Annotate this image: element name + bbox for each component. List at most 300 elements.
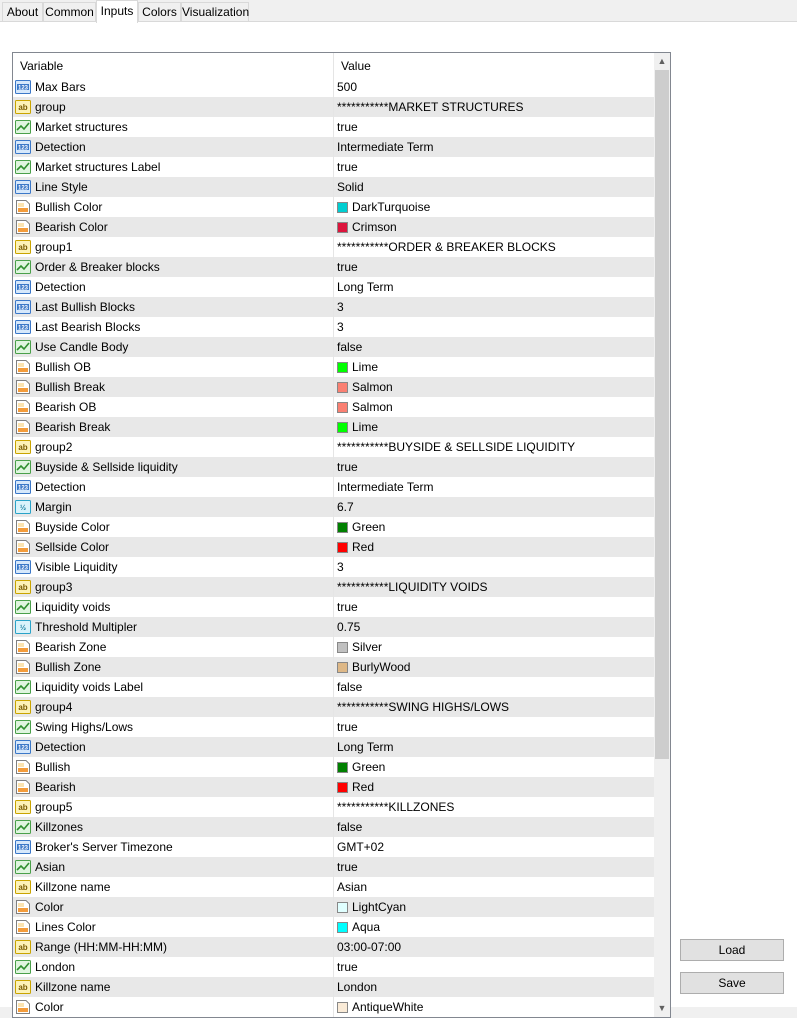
cell-divider <box>333 997 334 1017</box>
variable-value[interactable] <box>337 677 362 697</box>
table-row[interactable] <box>13 517 654 537</box>
variable-value[interactable] <box>337 717 358 737</box>
value-text: Red <box>352 780 375 794</box>
cell-divider <box>333 937 334 957</box>
variable-name: London <box>35 960 76 974</box>
table-row[interactable] <box>13 577 654 597</box>
cell-divider <box>333 757 334 777</box>
cell-divider <box>333 177 334 197</box>
variable-value[interactable] <box>337 937 401 957</box>
color-swatch <box>337 1002 348 1013</box>
integer-type-icon <box>15 299 31 315</box>
table-row[interactable] <box>13 757 654 777</box>
variable-value[interactable] <box>337 697 509 717</box>
table-row[interactable] <box>13 77 654 97</box>
value-text: ***********KILLZONES <box>337 800 455 814</box>
variable-value[interactable] <box>337 457 358 477</box>
color-swatch <box>337 662 348 673</box>
variable-value[interactable] <box>337 497 354 517</box>
color-swatch <box>337 422 348 433</box>
cell-divider <box>333 517 334 537</box>
cell-divider <box>333 337 334 357</box>
variable-name: group2 <box>35 440 73 454</box>
variable-name: Order & Breaker blocks <box>35 260 160 274</box>
table-row[interactable] <box>13 437 654 457</box>
color-swatch <box>337 902 348 913</box>
variable-value[interactable] <box>337 777 374 797</box>
table-row[interactable] <box>13 977 654 997</box>
variable-name: Bearish Break <box>35 420 111 434</box>
tab-colors[interactable]: Colors <box>138 2 181 21</box>
boolean-type-icon <box>15 859 31 875</box>
save-button[interactable]: Save <box>680 972 784 994</box>
table-row[interactable] <box>13 777 654 797</box>
value-text: 6.7 <box>337 500 354 514</box>
variable-value[interactable] <box>337 157 358 177</box>
variable-name: group1 <box>35 240 73 254</box>
integer-type-icon <box>15 479 31 495</box>
value-text: true <box>337 460 358 474</box>
table-row[interactable] <box>13 377 654 397</box>
variable-value[interactable] <box>337 337 362 357</box>
variable-name: Bearish OB <box>35 400 97 414</box>
variable-name: Swing Highs/Lows <box>35 720 134 734</box>
svg-text:ab: ab <box>18 883 28 892</box>
color-type-icon <box>15 659 31 675</box>
value-text: false <box>337 820 363 834</box>
svg-text:ab: ab <box>18 803 28 812</box>
table-row[interactable] <box>13 837 654 857</box>
variable-value[interactable] <box>337 977 377 997</box>
value-text: true <box>337 720 358 734</box>
value-text: DarkTurquoise <box>352 200 431 214</box>
cell-divider <box>333 857 334 877</box>
value-text: 3 <box>337 560 344 574</box>
inputs-grid <box>12 52 671 1018</box>
table-row[interactable] <box>13 257 654 277</box>
variable-name: Bearish Zone <box>35 640 107 654</box>
variable-value[interactable] <box>337 397 393 417</box>
cell-divider <box>333 657 334 677</box>
variable-value[interactable] <box>337 177 364 197</box>
variable-name: Last Bearish Blocks <box>35 320 141 334</box>
cell-divider <box>333 257 334 277</box>
color-type-icon <box>15 779 31 795</box>
table-row[interactable] <box>13 817 654 837</box>
value-text: Salmon <box>352 380 393 394</box>
table-row[interactable] <box>13 877 654 897</box>
integer-type-icon <box>15 839 31 855</box>
svg-text:ab: ab <box>18 983 28 992</box>
variable-value[interactable] <box>337 197 430 217</box>
color-type-icon <box>15 639 31 655</box>
variable-value[interactable] <box>337 537 374 557</box>
boolean-type-icon <box>15 119 31 135</box>
variable-name: group3 <box>35 580 73 594</box>
variable-value[interactable] <box>337 117 358 137</box>
variable-name: Line Style <box>35 180 88 194</box>
value-text: false <box>337 680 363 694</box>
string-type-icon <box>15 699 31 715</box>
cell-divider <box>333 297 334 317</box>
inputs-panel <box>0 22 797 1014</box>
string-type-icon <box>15 239 31 255</box>
color-type-icon <box>15 539 31 555</box>
color-swatch <box>337 542 348 553</box>
table-row[interactable] <box>13 317 654 337</box>
string-type-icon <box>15 939 31 955</box>
variable-name: Last Bullish Blocks <box>35 300 136 314</box>
boolean-type-icon <box>15 599 31 615</box>
table-row[interactable] <box>13 717 654 737</box>
table-row[interactable] <box>13 137 654 157</box>
variable-name: group <box>35 100 66 114</box>
variable-name: Market structures <box>35 120 128 134</box>
variable-name: Detection <box>35 140 86 154</box>
svg-text:ab: ab <box>18 443 28 452</box>
value-text: 3 <box>337 300 344 314</box>
variable-value[interactable] <box>337 377 393 397</box>
variable-name: Max Bars <box>35 80 86 94</box>
variable-value[interactable] <box>337 957 358 977</box>
variable-value[interactable] <box>337 77 357 97</box>
variable-value[interactable] <box>337 297 344 317</box>
value-text: 500 <box>337 80 358 94</box>
table-row[interactable] <box>13 497 654 517</box>
variable-value[interactable] <box>337 597 358 617</box>
color-swatch <box>337 402 348 413</box>
value-text: BurlyWood <box>352 660 411 674</box>
value-text: Aqua <box>352 920 381 934</box>
cell-divider <box>333 577 334 597</box>
value-text: 0.75 <box>337 620 361 634</box>
integer-type-icon <box>15 559 31 575</box>
value-text: ***********BUYSIDE & SELLSIDE LIQUIDITY <box>337 440 576 454</box>
variable-value[interactable] <box>337 517 385 537</box>
variable-name: Buyside & Sellside liquidity <box>35 460 178 474</box>
variable-name: Bearish Color <box>35 220 108 234</box>
variable-name: Bullish Zone <box>35 660 102 674</box>
value-text: true <box>337 260 358 274</box>
cell-divider <box>333 357 334 377</box>
svg-text:ab: ab <box>18 243 28 252</box>
boolean-type-icon <box>15 959 31 975</box>
value-text: Long Term <box>337 740 394 754</box>
table-row[interactable] <box>13 897 654 917</box>
variable-value[interactable] <box>337 437 575 457</box>
variable-name: Bullish Color <box>35 200 103 214</box>
table-row[interactable] <box>13 797 654 817</box>
cell-divider <box>333 457 334 477</box>
table-row[interactable] <box>13 637 654 657</box>
variable-value[interactable] <box>337 637 382 657</box>
scroll-up-arrow-icon[interactable]: ▲ <box>657 56 667 66</box>
variable-value[interactable] <box>337 817 362 837</box>
color-swatch <box>337 222 348 233</box>
value-text: Green <box>352 760 386 774</box>
svg-text:123: 123 <box>17 85 29 92</box>
table-row[interactable] <box>13 537 654 557</box>
variable-column-header[interactable]: Variable <box>20 59 64 73</box>
table-row[interactable] <box>13 277 654 297</box>
tab-visualization[interactable]: Visualization <box>181 2 249 21</box>
variable-name: Range (HH:MM-HH:MM) <box>35 940 167 954</box>
boolean-type-icon <box>15 259 31 275</box>
cell-divider <box>333 537 334 557</box>
color-type-icon <box>15 899 31 915</box>
table-row[interactable] <box>13 937 654 957</box>
table-row[interactable] <box>13 157 654 177</box>
variable-name: Sellside Color <box>35 540 110 554</box>
svg-text:½: ½ <box>19 623 27 632</box>
variable-name: Color <box>35 1000 64 1014</box>
variable-value[interactable] <box>337 217 397 237</box>
svg-text:ab: ab <box>18 583 28 592</box>
integer-type-icon <box>15 79 31 95</box>
table-row[interactable] <box>13 457 654 477</box>
cell-divider <box>333 237 334 257</box>
color-type-icon <box>15 219 31 235</box>
cell-divider <box>333 837 334 857</box>
variable-value[interactable] <box>337 277 393 297</box>
value-text: Asian <box>337 880 368 894</box>
table-row[interactable] <box>13 117 654 137</box>
grid-rows <box>13 77 654 1017</box>
cell-divider <box>333 877 334 897</box>
svg-text:ab: ab <box>18 703 28 712</box>
variable-name: Bearish <box>35 780 76 794</box>
variable-name: Killzone name <box>35 980 111 994</box>
cell-divider <box>333 417 334 437</box>
value-text: Green <box>352 520 386 534</box>
variable-value[interactable] <box>337 97 524 117</box>
table-row[interactable] <box>13 657 654 677</box>
table-row[interactable] <box>13 297 654 317</box>
svg-text:123: 123 <box>17 845 29 852</box>
value-text: AntiqueWhite <box>352 1000 424 1014</box>
value-text: true <box>337 160 358 174</box>
variable-value[interactable] <box>337 577 488 597</box>
string-type-icon <box>15 579 31 595</box>
table-row[interactable] <box>13 617 654 637</box>
table-row[interactable] <box>13 337 654 357</box>
variable-name: Bullish Break <box>35 380 106 394</box>
double-type-icon <box>15 619 31 635</box>
variable-value[interactable] <box>337 357 378 377</box>
color-type-icon <box>15 359 31 375</box>
svg-text:ab: ab <box>18 943 28 952</box>
value-text: ***********LIQUIDITY VOIDS <box>337 580 488 594</box>
variable-value[interactable] <box>337 557 344 577</box>
table-row[interactable] <box>13 197 654 217</box>
variable-value[interactable] <box>337 857 358 877</box>
cell-divider <box>333 117 334 137</box>
boolean-type-icon <box>15 459 31 475</box>
variable-value[interactable] <box>337 757 385 777</box>
table-row[interactable] <box>13 557 654 577</box>
cell-divider <box>333 197 334 217</box>
integer-type-icon <box>15 279 31 295</box>
table-row[interactable] <box>13 217 654 237</box>
svg-text:123: 123 <box>17 325 29 332</box>
string-type-icon <box>15 439 31 455</box>
scroll-down-arrow-icon[interactable]: ▼ <box>657 1003 667 1013</box>
svg-text:123: 123 <box>17 185 29 192</box>
boolean-type-icon <box>15 679 31 695</box>
table-row[interactable] <box>13 957 654 977</box>
variable-name: Market structures Label <box>35 160 161 174</box>
table-row[interactable] <box>13 737 654 757</box>
integer-type-icon <box>15 319 31 335</box>
tab-inputs[interactable]: Inputs <box>96 0 138 23</box>
cell-divider <box>333 957 334 977</box>
svg-text:123: 123 <box>17 145 29 152</box>
variable-name: Use Candle Body <box>35 340 129 354</box>
value-text: Long Term <box>337 280 394 294</box>
color-type-icon <box>15 419 31 435</box>
variable-value[interactable] <box>337 317 344 337</box>
value-text: Salmon <box>352 400 393 414</box>
variable-value[interactable] <box>337 997 423 1017</box>
cell-divider <box>333 817 334 837</box>
table-row[interactable] <box>13 97 654 117</box>
integer-type-icon <box>15 739 31 755</box>
cell-divider <box>333 697 334 717</box>
boolean-type-icon <box>15 339 31 355</box>
variable-value[interactable] <box>337 797 454 817</box>
color-type-icon <box>15 199 31 215</box>
svg-text:123: 123 <box>17 305 29 312</box>
svg-text:½: ½ <box>19 503 27 512</box>
grid-header <box>13 53 654 77</box>
value-text: Solid <box>337 180 364 194</box>
variable-value[interactable] <box>337 137 434 157</box>
table-row[interactable] <box>13 857 654 877</box>
cell-divider <box>333 617 334 637</box>
variable-name: Broker's Server Timezone <box>35 840 173 854</box>
tab-about[interactable]: About <box>2 2 43 21</box>
color-type-icon <box>15 399 31 415</box>
cell-divider <box>333 437 334 457</box>
double-type-icon <box>15 499 31 515</box>
variable-name: Liquidity voids Label <box>35 680 144 694</box>
vertical-scrollbar[interactable] <box>654 53 670 1017</box>
variable-value[interactable] <box>337 897 406 917</box>
color-type-icon <box>15 759 31 775</box>
string-type-icon <box>15 99 31 115</box>
cell-divider <box>333 137 334 157</box>
table-row[interactable] <box>13 477 654 497</box>
variable-value[interactable] <box>337 417 378 437</box>
svg-text:123: 123 <box>17 285 29 292</box>
cell-divider <box>333 77 334 97</box>
value-text: true <box>337 960 358 974</box>
variable-name: Liquidity voids <box>35 600 111 614</box>
value-text: false <box>337 340 363 354</box>
table-row[interactable] <box>13 357 654 377</box>
table-row[interactable] <box>13 397 654 417</box>
cell-divider <box>333 737 334 757</box>
table-row[interactable] <box>13 997 654 1017</box>
variable-name: Bullish OB <box>35 360 92 374</box>
color-type-icon <box>15 919 31 935</box>
variable-value[interactable] <box>337 237 556 257</box>
color-swatch <box>337 642 348 653</box>
table-row[interactable] <box>13 677 654 697</box>
variable-value[interactable] <box>337 257 358 277</box>
cell-divider <box>333 717 334 737</box>
value-text: Lime <box>352 420 379 434</box>
cell-divider <box>333 637 334 657</box>
table-row[interactable] <box>13 417 654 437</box>
variable-value[interactable] <box>337 917 380 937</box>
svg-text:ab: ab <box>18 103 28 112</box>
value-column-header[interactable]: Value <box>341 59 371 73</box>
variable-name: Margin <box>35 500 72 514</box>
color-swatch <box>337 382 348 393</box>
variable-value[interactable] <box>337 477 434 497</box>
color-swatch <box>337 522 348 533</box>
cell-divider <box>333 317 334 337</box>
value-text: Red <box>352 540 375 554</box>
variable-value[interactable] <box>337 657 410 677</box>
value-text: 03:00-07:00 <box>337 940 402 954</box>
value-text: ***********ORDER & BREAKER BLOCKS <box>337 240 556 254</box>
color-swatch <box>337 362 348 373</box>
svg-text:123: 123 <box>17 485 29 492</box>
color-swatch <box>337 762 348 773</box>
color-type-icon <box>15 519 31 535</box>
variable-value[interactable] <box>337 877 367 897</box>
value-text: 3 <box>337 320 344 334</box>
table-row[interactable] <box>13 237 654 257</box>
integer-type-icon <box>15 179 31 195</box>
value-text: GMT+02 <box>337 840 385 854</box>
cell-divider <box>333 557 334 577</box>
cell-divider <box>333 277 334 297</box>
variable-name: Detection <box>35 740 86 754</box>
cell-divider <box>333 777 334 797</box>
scrollbar-thumb[interactable] <box>655 70 669 759</box>
variable-name: Detection <box>35 480 86 494</box>
variable-name: Killzone name <box>35 880 111 894</box>
variable-name: Color <box>35 900 64 914</box>
variable-value[interactable] <box>337 617 360 637</box>
value-text: Intermediate Term <box>337 480 434 494</box>
variable-name: Asian <box>35 860 66 874</box>
cell-divider <box>333 377 334 397</box>
value-text: ***********SWING HIGHS/LOWS <box>337 700 510 714</box>
variable-value[interactable] <box>337 837 384 857</box>
table-row[interactable] <box>13 917 654 937</box>
value-text: London <box>337 980 378 994</box>
tab-common[interactable]: Common <box>43 2 96 21</box>
color-type-icon <box>15 379 31 395</box>
boolean-type-icon <box>15 159 31 175</box>
variable-value[interactable] <box>337 737 393 757</box>
cell-divider <box>333 217 334 237</box>
table-row[interactable] <box>13 597 654 617</box>
value-text: LightCyan <box>352 900 407 914</box>
cell-divider <box>333 397 334 417</box>
string-type-icon <box>15 979 31 995</box>
load-button[interactable]: Load <box>680 939 784 961</box>
svg-text:123: 123 <box>17 745 29 752</box>
cell-divider <box>333 497 334 517</box>
table-row[interactable] <box>13 697 654 717</box>
cell-divider <box>333 897 334 917</box>
table-row[interactable] <box>13 177 654 197</box>
